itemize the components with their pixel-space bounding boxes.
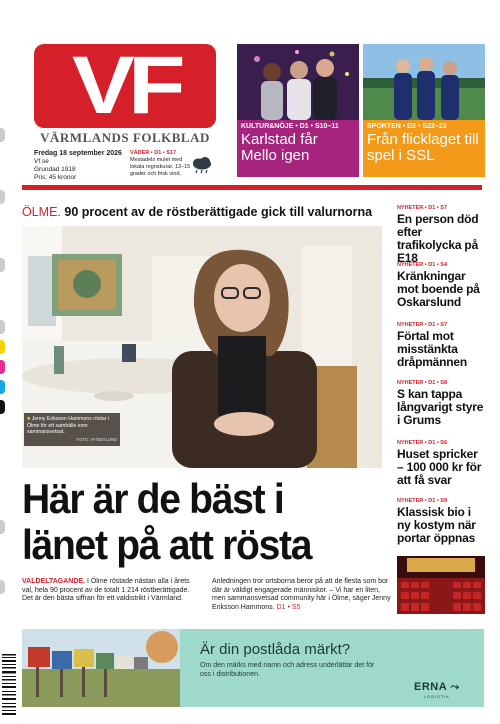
advert-headline: Är din postlåda märkt? — [200, 641, 351, 658]
sidebar-headline: S kan tappa långvarigt styre i Grums — [397, 387, 484, 427]
sidebar-tag: NYHETER • D1 • S7 — [397, 205, 448, 211]
sidebar-tag: NYHETER • D1 • S6 — [397, 440, 448, 446]
teaser-kultur[interactable] — [237, 44, 359, 177]
sidebar-tag: NYHETER • D1 • S4 — [397, 262, 448, 268]
body-col1-text: I Ölme röstade nästan alla i årets val, hela 90 procent av de totalt 1 214 röstberättigade. Det är den bästa siffran för ett valdistrikt i Värmland. — [22, 578, 190, 603]
advert-erna[interactable] — [22, 629, 484, 707]
sidebar-headline: Förtal mot misstänkta dråpmännen — [397, 329, 468, 369]
erna-swoosh-icon: ⤳ — [450, 681, 460, 693]
masthead-divider — [22, 185, 482, 190]
caption-text: Jenny Eriksson Hammons röstar i Ölme för ett samhälle som sammansvetsat. — [27, 416, 110, 435]
lead-headline[interactable]: Här är de bäst i länet på att rösta — [22, 475, 312, 568]
cinema-photo-image — [397, 556, 485, 614]
sidebar-headline: Kränkningar mot boende på Oskarslund — [397, 269, 480, 309]
sidebar-headline: Klassisk bio i ny kostym när portar öppnas — [397, 505, 476, 545]
teaser-sporten[interactable] — [363, 44, 485, 177]
register-mark — [0, 320, 5, 334]
teaser-kultur-tag: KULTUR&NÖJE • D1 • S10–11 — [241, 123, 339, 130]
register-mark — [0, 340, 5, 354]
sidebar-item-3[interactable] — [397, 322, 485, 369]
sidebar-item-2[interactable] — [397, 262, 485, 309]
teaser-photo-mello — [237, 44, 359, 120]
register-mark — [0, 190, 5, 204]
register-mark — [0, 128, 5, 142]
paper-name: VÄRMLANDS FOLKBLAD — [40, 130, 210, 145]
teaser-kultur-text — [237, 120, 359, 177]
sidebar-tag: NYHETER • D1 • S9 — [397, 498, 448, 504]
rain-cloud-icon — [190, 156, 214, 174]
founded: Grundad 1918 — [34, 166, 76, 173]
issue-meta — [34, 150, 122, 182]
teaser-sporten-title: Från flicklaget till spel i SSL — [367, 131, 479, 164]
teaser-kultur-title: Karlstad får Mello igen — [241, 131, 318, 164]
sidebar-item-5[interactable] — [397, 440, 485, 487]
mailbox-photo — [22, 629, 180, 707]
lead-body-col2 — [212, 578, 392, 612]
lead-kicker[interactable] — [22, 205, 372, 219]
price: Pris: 45 kronor — [34, 174, 77, 181]
teaser-photo-floorball — [363, 44, 485, 120]
body-lead-label: VALDELTAGANDE. — [22, 578, 85, 585]
sidebar-item-4[interactable] — [397, 380, 485, 427]
sidebar-headline: Huset spricker – 100 000 kr för att få svar — [397, 447, 482, 487]
sidebar-tag: NYHETER • D1 • S8 — [397, 380, 448, 386]
lead-body-col1 — [22, 578, 202, 604]
lead-kicker-place: ÖLME. — [22, 205, 61, 219]
sidebar-item-6[interactable] — [397, 498, 485, 545]
register-mark — [0, 380, 5, 394]
erna-brand-sub: LOGISTIK — [423, 694, 451, 699]
photo-credit: FOTO: VF/SEGLUND — [76, 436, 117, 442]
erna-brand: ERNA — [414, 681, 447, 693]
cinema-photo[interactable] — [397, 556, 485, 614]
register-mark — [0, 258, 5, 272]
register-mark — [0, 580, 5, 594]
photo-caption: ■ Jenny Eriksson Hammons röstar i Ölme för ett samhälle som sammansvetsat. FOTO: VF/SEGLUND — [24, 413, 120, 446]
sidebar-headline: En person död efter trafikolycka på E18 — [397, 212, 479, 265]
register-mark — [0, 360, 5, 374]
barcode — [0, 650, 20, 720]
teaser-sporten-tag: SPORTEN • D2 • S22–23 — [367, 123, 447, 130]
body-ref-link[interactable]: D1 • S5 — [276, 603, 301, 611]
register-mark — [0, 520, 5, 534]
sidebar-tag: NYHETER • D1 • S7 — [397, 322, 448, 328]
body-col2-text: Anledningen tror ortsborna beror på att de flesta som bor där är väldigt engagerade människor. – Vi har en liten, men sammansvetsad community här i Ölme, säger Jenny Eriksson Hammons. — [212, 578, 391, 611]
weather-text: Mestadels mulet med lokala regnskurar. 13–15 grader och frisk vind. — [130, 157, 191, 177]
teaser-sporten-text — [363, 120, 485, 177]
erna-logo — [414, 681, 460, 699]
register-mark — [0, 400, 5, 414]
weather-tag: VÄDER • D1 • S17 — [130, 150, 177, 156]
sidebar-item-1[interactable] — [397, 205, 485, 265]
lead-kicker-text: 90 procent av de röstberättigade gick till valurnorna — [64, 205, 373, 219]
masthead-logo[interactable]: VF — [34, 44, 216, 128]
site-url[interactable]: Vf.se — [34, 158, 49, 165]
advert-text: Om den märks med namn och adress underlättar det för oss i distributionen. — [200, 662, 375, 678]
issue-date: Fredag 18 september 2026 — [34, 150, 122, 157]
weather-box — [130, 150, 192, 178]
